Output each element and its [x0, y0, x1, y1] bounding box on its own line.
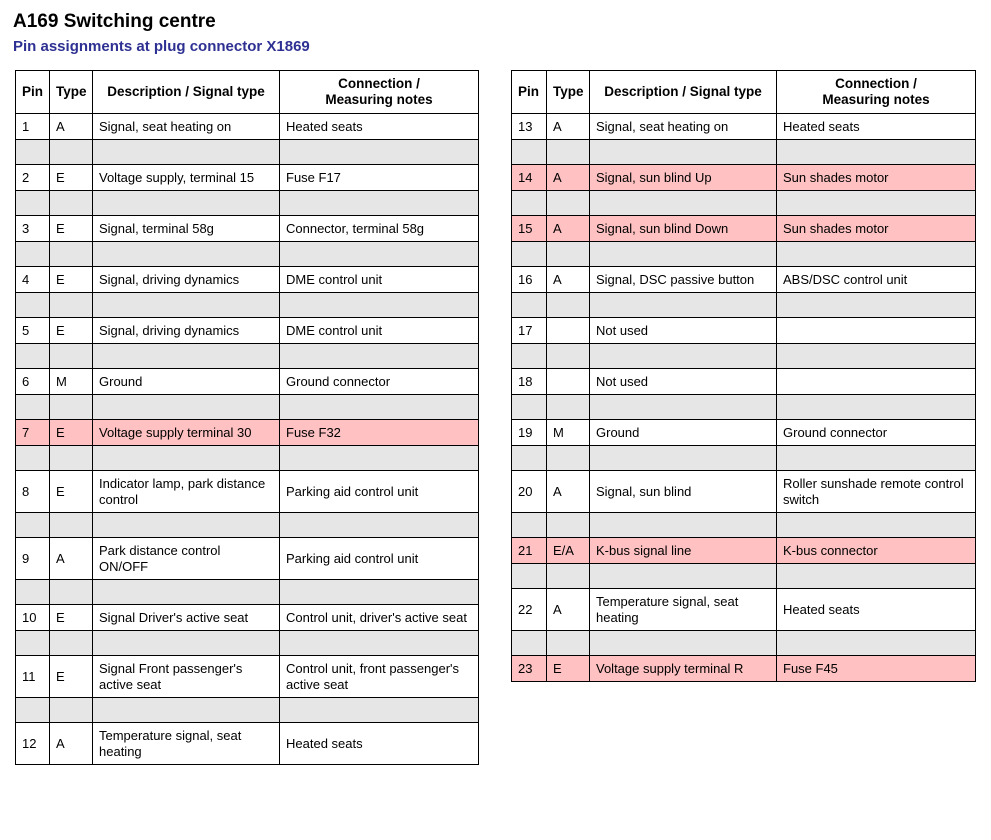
- spacer-row: [16, 242, 479, 267]
- spacer-row: [512, 140, 976, 165]
- table-row: [512, 114, 976, 140]
- spacer-cell: [50, 395, 93, 420]
- spacer-cell: [547, 140, 590, 165]
- pin-cell: 7: [16, 420, 50, 446]
- spacer-cell: [777, 191, 976, 216]
- connection-cell: Heated seats: [777, 114, 976, 140]
- spacer-cell: [512, 293, 547, 318]
- pin-cell: 8: [16, 471, 50, 513]
- type-cell: A: [547, 267, 590, 293]
- pin-table-right: [511, 70, 976, 682]
- description-cell: Temperature signal, seat heating: [590, 589, 777, 631]
- description-cell: Signal Front passenger's active seat: [93, 656, 280, 698]
- header-description: Description / Signal type: [590, 71, 777, 114]
- spacer-row: [16, 446, 479, 471]
- connection-cell: K-bus connector: [777, 538, 976, 564]
- pin-table-left-body: [16, 114, 479, 765]
- connection-cell: Ground connector: [280, 369, 479, 395]
- spacer-cell: [777, 242, 976, 267]
- description-cell: Ground: [590, 420, 777, 446]
- spacer-row: [512, 513, 976, 538]
- type-cell: A: [547, 589, 590, 631]
- table-row: [16, 538, 479, 580]
- pin-cell: 10: [16, 605, 50, 631]
- spacer-cell: [16, 698, 50, 723]
- type-cell: E: [50, 267, 93, 293]
- pin-cell: 4: [16, 267, 50, 293]
- spacer-cell: [512, 191, 547, 216]
- spacer-cell: [50, 631, 93, 656]
- connection-cell: Heated seats: [777, 589, 976, 631]
- table-row: [512, 589, 976, 631]
- connection-cell: [777, 318, 976, 344]
- spacer-row: [512, 191, 976, 216]
- spacer-row: [16, 513, 479, 538]
- description-cell: Signal, seat heating on: [590, 114, 777, 140]
- spacer-cell: [777, 513, 976, 538]
- table-row: [512, 420, 976, 446]
- spacer-cell: [777, 446, 976, 471]
- spacer-cell: [590, 191, 777, 216]
- header-type: Type: [547, 71, 590, 114]
- type-cell: E: [50, 605, 93, 631]
- spacer-row: [512, 564, 976, 589]
- spacer-cell: [512, 631, 547, 656]
- description-cell: Voltage supply terminal 30: [93, 420, 280, 446]
- spacer-cell: [547, 513, 590, 538]
- spacer-cell: [93, 191, 280, 216]
- table-row: [16, 656, 479, 698]
- spacer-cell: [280, 395, 479, 420]
- spacer-row: [16, 293, 479, 318]
- spacer-row: [16, 631, 479, 656]
- spacer-cell: [280, 446, 479, 471]
- spacer-cell: [547, 631, 590, 656]
- spacer-cell: [93, 242, 280, 267]
- type-cell: E: [50, 420, 93, 446]
- spacer-cell: [93, 513, 280, 538]
- table-row: [512, 165, 976, 191]
- spacer-cell: [547, 395, 590, 420]
- spacer-cell: [512, 140, 547, 165]
- type-cell: [547, 369, 590, 395]
- type-cell: E: [50, 165, 93, 191]
- header-description: Description / Signal type: [93, 71, 280, 114]
- spacer-cell: [16, 395, 50, 420]
- spacer-cell: [547, 242, 590, 267]
- table-row: [512, 369, 976, 395]
- spacer-cell: [50, 580, 93, 605]
- spacer-cell: [512, 513, 547, 538]
- table-row: [16, 114, 479, 140]
- spacer-row: [16, 344, 479, 369]
- spacer-cell: [590, 293, 777, 318]
- spacer-row: [16, 698, 479, 723]
- connection-cell: Control unit, driver's active seat: [280, 605, 479, 631]
- table-row: [16, 216, 479, 242]
- type-cell: E: [50, 216, 93, 242]
- pin-table-left: [15, 70, 479, 765]
- spacer-cell: [16, 140, 50, 165]
- spacer-cell: [512, 446, 547, 471]
- spacer-cell: [93, 293, 280, 318]
- pin-cell: 17: [512, 318, 547, 344]
- spacer-cell: [93, 698, 280, 723]
- connection-cell: Fuse F32: [280, 420, 479, 446]
- spacer-cell: [16, 191, 50, 216]
- description-cell: Ground: [93, 369, 280, 395]
- connection-cell: [777, 369, 976, 395]
- description-cell: Signal, seat heating on: [93, 114, 280, 140]
- pin-table-right-body: [512, 114, 976, 682]
- spacer-cell: [590, 140, 777, 165]
- table-row: [512, 471, 976, 513]
- spacer-cell: [280, 513, 479, 538]
- connection-cell: Ground connector: [777, 420, 976, 446]
- type-cell: A: [50, 723, 93, 765]
- table-row: [16, 165, 479, 191]
- table-row: [16, 420, 479, 446]
- spacer-cell: [16, 242, 50, 267]
- type-cell: A: [547, 165, 590, 191]
- table-row: [16, 369, 479, 395]
- spacer-cell: [50, 698, 93, 723]
- spacer-cell: [512, 242, 547, 267]
- spacer-cell: [93, 344, 280, 369]
- spacer-cell: [93, 395, 280, 420]
- header-type: Type: [50, 71, 93, 114]
- description-cell: Signal Driver's active seat: [93, 605, 280, 631]
- spacer-cell: [777, 631, 976, 656]
- spacer-cell: [50, 140, 93, 165]
- connection-cell: Heated seats: [280, 114, 479, 140]
- spacer-cell: [50, 191, 93, 216]
- type-cell: M: [50, 369, 93, 395]
- type-cell: A: [547, 471, 590, 513]
- connection-cell: Roller sunshade remote control switch: [777, 471, 976, 513]
- type-cell: M: [547, 420, 590, 446]
- spacer-cell: [512, 344, 547, 369]
- table-row: [16, 267, 479, 293]
- pin-cell: 1: [16, 114, 50, 140]
- type-cell: E: [50, 318, 93, 344]
- connection-cell: DME control unit: [280, 267, 479, 293]
- table-row: [16, 318, 479, 344]
- spacer-cell: [16, 344, 50, 369]
- spacer-cell: [777, 140, 976, 165]
- page-subtitle: Pin assignments at plug connector X1869: [13, 38, 310, 55]
- description-cell: Voltage supply terminal R: [590, 656, 777, 682]
- pin-cell: 9: [16, 538, 50, 580]
- spacer-cell: [512, 395, 547, 420]
- spacer-cell: [590, 631, 777, 656]
- connection-cell: Sun shades motor: [777, 216, 976, 242]
- pin-cell: 16: [512, 267, 547, 293]
- description-cell: Not used: [590, 369, 777, 395]
- table-row: [512, 656, 976, 682]
- spacer-cell: [547, 293, 590, 318]
- connection-cell: Sun shades motor: [777, 165, 976, 191]
- spacer-cell: [777, 293, 976, 318]
- type-cell: A: [50, 538, 93, 580]
- spacer-row: [512, 446, 976, 471]
- connection-cell: Connector, terminal 58g: [280, 216, 479, 242]
- table-row: [512, 318, 976, 344]
- pin-cell: 6: [16, 369, 50, 395]
- description-cell: Park distance control ON/OFF: [93, 538, 280, 580]
- spacer-row: [512, 395, 976, 420]
- spacer-cell: [590, 564, 777, 589]
- connection-cell: DME control unit: [280, 318, 479, 344]
- description-cell: Voltage supply, terminal 15: [93, 165, 280, 191]
- pin-cell: 13: [512, 114, 547, 140]
- description-cell: Signal, sun blind Up: [590, 165, 777, 191]
- spacer-cell: [280, 140, 479, 165]
- spacer-cell: [280, 344, 479, 369]
- pin-cell: 23: [512, 656, 547, 682]
- table-row: [16, 723, 479, 765]
- spacer-cell: [590, 513, 777, 538]
- spacer-row: [512, 242, 976, 267]
- header-pin: Pin: [512, 71, 547, 114]
- spacer-cell: [547, 446, 590, 471]
- spacer-cell: [547, 564, 590, 589]
- spacer-cell: [16, 293, 50, 318]
- spacer-row: [16, 580, 479, 605]
- pin-cell: 2: [16, 165, 50, 191]
- spacer-cell: [50, 242, 93, 267]
- description-cell: Signal, driving dynamics: [93, 267, 280, 293]
- spacer-cell: [547, 191, 590, 216]
- spacer-cell: [777, 395, 976, 420]
- spacer-cell: [590, 395, 777, 420]
- pin-cell: 5: [16, 318, 50, 344]
- pin-cell: 19: [512, 420, 547, 446]
- type-cell: E: [547, 656, 590, 682]
- description-cell: Not used: [590, 318, 777, 344]
- header-connection: Connection / Measuring notes: [777, 71, 976, 114]
- spacer-cell: [50, 344, 93, 369]
- type-cell: A: [50, 114, 93, 140]
- spacer-row: [16, 191, 479, 216]
- spacer-row: [16, 140, 479, 165]
- pin-cell: 11: [16, 656, 50, 698]
- description-cell: Indicator lamp, park distance control: [93, 471, 280, 513]
- spacer-cell: [16, 513, 50, 538]
- description-cell: Signal, terminal 58g: [93, 216, 280, 242]
- connection-cell: Control unit, front passenger's active seat: [280, 656, 479, 698]
- description-cell: Temperature signal, seat heating: [93, 723, 280, 765]
- pin-cell: 14: [512, 165, 547, 191]
- spacer-cell: [512, 564, 547, 589]
- spacer-cell: [280, 631, 479, 656]
- connection-cell: Fuse F45: [777, 656, 976, 682]
- type-cell: E: [50, 656, 93, 698]
- pin-cell: 15: [512, 216, 547, 242]
- pin-cell: 20: [512, 471, 547, 513]
- connection-cell: ABS/DSC control unit: [777, 267, 976, 293]
- spacer-cell: [50, 513, 93, 538]
- spacer-cell: [280, 242, 479, 267]
- pin-cell: 18: [512, 369, 547, 395]
- spacer-row: [512, 344, 976, 369]
- spacer-cell: [16, 446, 50, 471]
- description-cell: Signal, driving dynamics: [93, 318, 280, 344]
- spacer-cell: [93, 631, 280, 656]
- pin-cell: 22: [512, 589, 547, 631]
- type-cell: E/A: [547, 538, 590, 564]
- spacer-cell: [547, 344, 590, 369]
- connection-cell: Parking aid control unit: [280, 538, 479, 580]
- spacer-cell: [590, 344, 777, 369]
- table-row: [512, 216, 976, 242]
- header-pin: Pin: [16, 71, 50, 114]
- pin-cell: 21: [512, 538, 547, 564]
- spacer-cell: [16, 631, 50, 656]
- spacer-cell: [280, 191, 479, 216]
- spacer-row: [512, 631, 976, 656]
- description-cell: K-bus signal line: [590, 538, 777, 564]
- description-cell: Signal, sun blind Down: [590, 216, 777, 242]
- spacer-row: [512, 293, 976, 318]
- type-cell: A: [547, 216, 590, 242]
- table-row: [512, 267, 976, 293]
- description-cell: Signal, sun blind: [590, 471, 777, 513]
- spacer-cell: [93, 140, 280, 165]
- table-row: [16, 605, 479, 631]
- spacer-cell: [590, 242, 777, 267]
- type-cell: [547, 318, 590, 344]
- table-row: [16, 471, 479, 513]
- type-cell: E: [50, 471, 93, 513]
- spacer-cell: [50, 446, 93, 471]
- spacer-cell: [280, 698, 479, 723]
- connection-cell: Parking aid control unit: [280, 471, 479, 513]
- connection-cell: Fuse F17: [280, 165, 479, 191]
- spacer-row: [16, 395, 479, 420]
- spacer-cell: [50, 293, 93, 318]
- spacer-cell: [777, 344, 976, 369]
- pin-cell: 3: [16, 216, 50, 242]
- page-title: A169 Switching centre: [13, 11, 216, 32]
- spacer-cell: [93, 580, 280, 605]
- spacer-cell: [280, 293, 479, 318]
- spacer-cell: [777, 564, 976, 589]
- description-cell: Signal, DSC passive button: [590, 267, 777, 293]
- table-row: [512, 538, 976, 564]
- type-cell: A: [547, 114, 590, 140]
- spacer-cell: [590, 446, 777, 471]
- header-connection: Connection / Measuring notes: [280, 71, 479, 114]
- spacer-cell: [93, 446, 280, 471]
- pin-cell: 12: [16, 723, 50, 765]
- spacer-cell: [280, 580, 479, 605]
- spacer-cell: [16, 580, 50, 605]
- connection-cell: Heated seats: [280, 723, 479, 765]
